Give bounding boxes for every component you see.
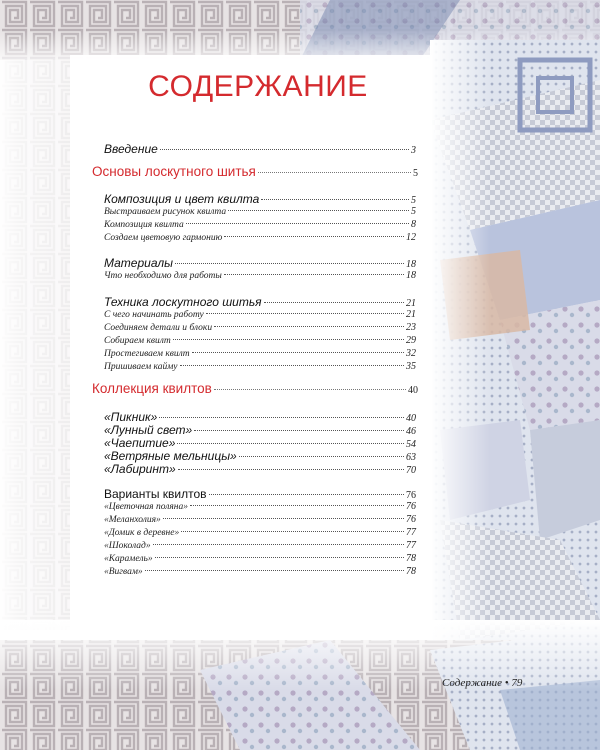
toc-entry[interactable] — [104, 256, 416, 270]
toc-entry-page: 5 — [413, 168, 418, 179]
toc-entry-page: 12 — [406, 232, 416, 243]
toc-entry-title: «Шоколад» — [104, 541, 151, 551]
toc-entry-title: С чего начинать работу — [104, 310, 204, 320]
toc-entry-page: 76 — [406, 501, 416, 512]
toc-subentry[interactable] — [104, 309, 416, 320]
toc-entry[interactable] — [104, 462, 416, 476]
toc-entry-title: «Домик в деревне» — [104, 528, 180, 538]
toc-entry-page: 32 — [406, 348, 416, 359]
toc-entry-page: 40 — [406, 413, 416, 424]
toc-subentry[interactable] — [104, 566, 416, 577]
toc-leader — [209, 494, 404, 495]
toc-leader — [153, 544, 404, 545]
toc-entry-page: 35 — [406, 361, 416, 372]
toc-entry-title: Создаем цветовую гармонию — [104, 233, 223, 243]
toc-leader — [228, 210, 409, 211]
page-title: СОДЕРЖАНИЕ — [148, 70, 368, 103]
toc-entry[interactable] — [104, 142, 416, 156]
toc-entry-page: 63 — [406, 452, 416, 463]
toc-leader — [178, 469, 404, 470]
toc-entry-page: 29 — [406, 335, 416, 346]
toc-part-title: Основы лоскутного шитья — [92, 164, 256, 179]
toc-subentry[interactable] — [104, 527, 416, 538]
toc-entry-title: Композиция и цвет квилта — [104, 192, 260, 206]
toc-entry-page: 5 — [411, 206, 416, 217]
toc-entry-title: «Меланхолия» — [104, 515, 161, 525]
toc-entry[interactable] — [104, 487, 416, 501]
toc-entry-page: 77 — [406, 527, 416, 538]
toc-entry-title: Композиция квилта — [104, 220, 184, 230]
toc-leader — [173, 339, 404, 340]
toc-entry-title: Соединяем детали и блоки — [104, 323, 213, 333]
toc-entry-page: 40 — [408, 385, 418, 396]
toc-subentry[interactable] — [104, 501, 416, 512]
toc-entry-page: 21 — [406, 309, 416, 320]
toc-entry-title: Варианты квилтов — [104, 487, 207, 501]
toc-entry-page: 46 — [406, 426, 416, 437]
toc-entry-title: Введение — [104, 142, 158, 156]
toc-part[interactable] — [92, 381, 418, 396]
toc-subentry[interactable] — [104, 206, 416, 217]
toc-part-title: Коллекция квилтов — [92, 381, 212, 396]
toc-subentry[interactable] — [104, 335, 416, 346]
toc-entry-title: Выстраиваем рисунок квилта — [104, 207, 227, 217]
toc-entry-page: 18 — [406, 259, 416, 270]
toc-entry-title: «Вигвам» — [104, 567, 143, 577]
toc-leader — [160, 149, 409, 150]
toc-entry-title: Техника лоскутного шитья — [104, 295, 262, 309]
toc-entry-page: 54 — [406, 439, 416, 450]
toc-page — [88, 0, 428, 750]
toc-leader — [181, 531, 404, 532]
toc-entry-page: 5 — [411, 195, 416, 206]
toc-leader — [163, 518, 404, 519]
toc-entry-page: 76 — [406, 514, 416, 525]
toc-leader — [214, 326, 404, 327]
toc-entry-title: Простегиваем квилт — [104, 349, 190, 359]
toc-leader — [264, 302, 404, 303]
toc-entry[interactable] — [104, 449, 416, 463]
toc-entry-title: «Ветряные мельницы» — [104, 449, 237, 463]
toc-subentry[interactable] — [104, 270, 416, 281]
toc-entry-title: «Лабиринт» — [104, 462, 176, 476]
toc-entry-page: 78 — [406, 566, 416, 577]
toc-leader — [239, 456, 404, 457]
toc-leader — [175, 263, 404, 264]
toc-part[interactable] — [92, 164, 418, 179]
toc-entry[interactable] — [104, 410, 416, 424]
toc-leader — [155, 557, 404, 558]
toc-entry-page: 21 — [406, 298, 416, 309]
toc-entry-title: «Пикник» — [104, 410, 158, 424]
toc-entry-page: 18 — [406, 270, 416, 281]
toc-entry-title: Пришиваем кайму — [104, 362, 178, 372]
toc-entry-page: 23 — [406, 322, 416, 333]
toc-entry-page: 3 — [411, 145, 416, 156]
toc-entry[interactable] — [104, 295, 416, 309]
page-footer: Содержание • 79 — [442, 677, 523, 689]
toc-entry-title: «Чаепитие» — [104, 436, 176, 450]
toc-leader — [180, 365, 405, 366]
toc-leader — [206, 313, 404, 314]
toc-subentry[interactable] — [104, 514, 416, 525]
toc-entry-title: «Цветочная поляна» — [104, 502, 189, 512]
toc-leader — [186, 223, 409, 224]
toc-entry-page: 78 — [406, 553, 416, 564]
toc-entry-page: 70 — [406, 465, 416, 476]
toc-leader — [177, 443, 404, 444]
toc-subentry[interactable] — [104, 348, 416, 359]
toc-subentry[interactable] — [104, 361, 416, 372]
toc-leader — [258, 172, 411, 173]
toc-leader — [159, 417, 404, 418]
toc-leader — [214, 389, 406, 390]
toc-entry-title: «Карамель» — [104, 554, 153, 564]
toc-entry-title: Что необходимо для работы — [104, 271, 222, 281]
toc-leader — [192, 352, 404, 353]
toc-entry-page: 77 — [406, 540, 416, 551]
toc-leader — [224, 274, 404, 275]
toc-entry[interactable] — [104, 423, 416, 437]
toc-leader — [224, 236, 404, 237]
toc-leader — [145, 570, 404, 571]
toc-leader — [261, 199, 409, 200]
toc-entry-page: 76 — [406, 490, 416, 501]
toc-entry-title: «Лунный свет» — [104, 423, 193, 437]
toc-entry-title: Собираем квилт — [104, 336, 171, 346]
toc-subentry[interactable] — [104, 232, 416, 243]
toc-entry[interactable] — [104, 436, 416, 450]
toc-leader — [194, 430, 404, 431]
toc-subentry[interactable] — [104, 540, 416, 551]
toc-entry-page: 8 — [411, 219, 416, 230]
toc-subentry[interactable] — [104, 322, 416, 333]
toc-entry-title: Материалы — [104, 256, 173, 270]
toc-leader — [190, 505, 404, 506]
toc-entry[interactable] — [104, 192, 416, 206]
toc-subentry[interactable] — [104, 553, 416, 564]
toc-subentry[interactable] — [104, 219, 416, 230]
